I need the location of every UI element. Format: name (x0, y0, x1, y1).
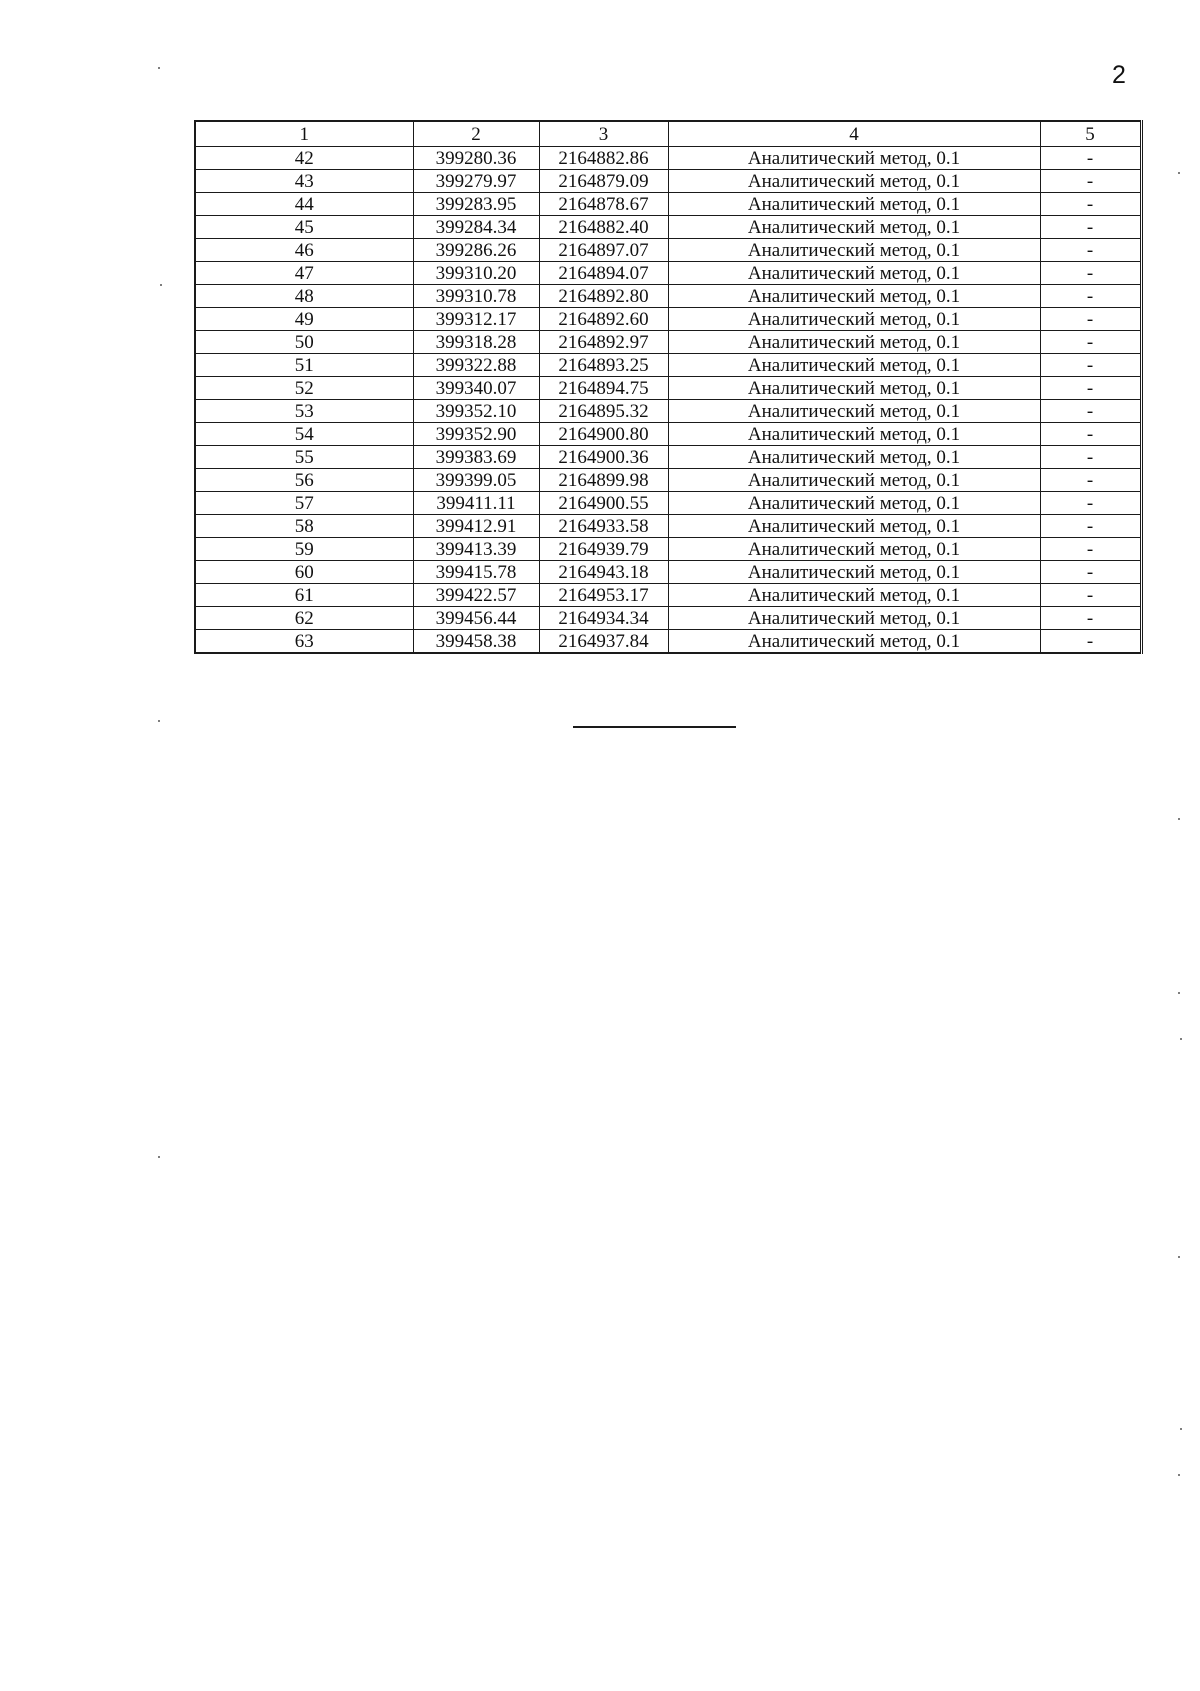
table-row (195, 607, 1141, 630)
scan-speck (1178, 992, 1180, 994)
table-cell: 2164939.79 (539, 538, 668, 561)
scan-speck (1178, 1256, 1180, 1258)
table-cell: Аналитический метод, 0.1 (668, 147, 1040, 170)
table-cell: 399286.26 (413, 239, 539, 262)
table-cell: Аналитический метод, 0.1 (668, 193, 1040, 216)
table-row (195, 446, 1141, 469)
table-cell: 399352.10 (413, 400, 539, 423)
table-row (195, 216, 1141, 239)
table-cell: Аналитический метод, 0.1 (668, 377, 1040, 400)
table-cell: 2164882.40 (539, 216, 668, 239)
table-cell: - (1040, 400, 1141, 423)
column-header: 2 (413, 121, 539, 147)
table-cell: Аналитический метод, 0.1 (668, 354, 1040, 377)
table-cell: 2164934.34 (539, 607, 668, 630)
table-cell: - (1040, 262, 1141, 285)
scan-speck (1178, 172, 1180, 174)
table-cell: 399458.38 (413, 630, 539, 654)
column-header: 3 (539, 121, 668, 147)
table-cell: - (1040, 239, 1141, 262)
table-cell: 45 (195, 216, 413, 239)
table-row (195, 377, 1141, 400)
scan-speck (1180, 1428, 1182, 1430)
table-cell: 2164899.98 (539, 469, 668, 492)
scan-speck (1178, 1474, 1180, 1476)
table-cell: - (1040, 446, 1141, 469)
scan-speck (158, 67, 160, 69)
table-cell: 2164882.86 (539, 147, 668, 170)
table-cell: - (1040, 630, 1141, 654)
table-cell: 53 (195, 400, 413, 423)
table-cell: Аналитический метод, 0.1 (668, 630, 1040, 654)
scan-speck (158, 1156, 160, 1158)
table-cell: Аналитический метод, 0.1 (668, 607, 1040, 630)
table-cell: 2164878.67 (539, 193, 668, 216)
table-cell: - (1040, 331, 1141, 354)
table-cell: 2164900.55 (539, 492, 668, 515)
table-cell: - (1040, 193, 1141, 216)
table-cell: - (1040, 584, 1141, 607)
table-cell: 2164953.17 (539, 584, 668, 607)
table-cell: - (1040, 423, 1141, 446)
table-cell: - (1040, 561, 1141, 584)
table-cell: 399279.97 (413, 170, 539, 193)
table-cell: 42 (195, 147, 413, 170)
table-cell: 2164894.75 (539, 377, 668, 400)
table-cell: 2164892.60 (539, 308, 668, 331)
table-cell: Аналитический метод, 0.1 (668, 239, 1040, 262)
table-cell: 399318.28 (413, 331, 539, 354)
table-cell: 399310.20 (413, 262, 539, 285)
table-cell: - (1040, 354, 1141, 377)
table-row (195, 147, 1141, 170)
table-cell: 50 (195, 331, 413, 354)
table-cell: Аналитический метод, 0.1 (668, 170, 1040, 193)
table-cell: - (1040, 469, 1141, 492)
table-cell: 54 (195, 423, 413, 446)
table-cell: 47 (195, 262, 413, 285)
table-cell: - (1040, 285, 1141, 308)
table-cell: 2164894.07 (539, 262, 668, 285)
table-cell: 399322.88 (413, 354, 539, 377)
table-cell: - (1040, 492, 1141, 515)
table-row (195, 538, 1141, 561)
table-cell: 56 (195, 469, 413, 492)
table-row (195, 469, 1141, 492)
table-body (195, 121, 1141, 653)
table-cell: 59 (195, 538, 413, 561)
table-cell: Аналитический метод, 0.1 (668, 561, 1040, 584)
table-cell: - (1040, 377, 1141, 400)
table-cell: Аналитический метод, 0.1 (668, 400, 1040, 423)
table-cell: 2164937.84 (539, 630, 668, 654)
table-cell: Аналитический метод, 0.1 (668, 492, 1040, 515)
table-cell: 2164900.36 (539, 446, 668, 469)
table-cell: Аналитический метод, 0.1 (668, 308, 1040, 331)
table-header-row (195, 121, 1141, 147)
table-cell: 399280.36 (413, 147, 539, 170)
table-cell: - (1040, 147, 1141, 170)
column-header: 5 (1040, 121, 1141, 147)
table-cell: 399412.91 (413, 515, 539, 538)
table-cell: 2164900.80 (539, 423, 668, 446)
table-cell: Аналитический метод, 0.1 (668, 584, 1040, 607)
table-row (195, 262, 1141, 285)
table-row (195, 308, 1141, 331)
table-cell: 2164897.07 (539, 239, 668, 262)
table-row (195, 239, 1141, 262)
table-row (195, 285, 1141, 308)
table-cell: - (1040, 170, 1141, 193)
table-row (195, 630, 1141, 654)
closing-rule (573, 726, 736, 728)
table-cell: Аналитический метод, 0.1 (668, 262, 1040, 285)
table-cell: 63 (195, 630, 413, 654)
table-cell: - (1040, 216, 1141, 239)
coordinates-table (194, 120, 1143, 654)
table-row (195, 561, 1141, 584)
table-cell: 2164892.97 (539, 331, 668, 354)
table-cell: 49 (195, 308, 413, 331)
table-cell: 2164879.09 (539, 170, 668, 193)
table-cell: 61 (195, 584, 413, 607)
table-cell: Аналитический метод, 0.1 (668, 446, 1040, 469)
table-cell: 2164893.25 (539, 354, 668, 377)
table-cell: 57 (195, 492, 413, 515)
table-row (195, 331, 1141, 354)
table-cell: 62 (195, 607, 413, 630)
table-cell: 399284.34 (413, 216, 539, 239)
table-row (195, 400, 1141, 423)
table-cell: 399413.39 (413, 538, 539, 561)
table-cell: 399283.95 (413, 193, 539, 216)
table-cell: 399415.78 (413, 561, 539, 584)
table-cell: 2164943.18 (539, 561, 668, 584)
table-cell: 399383.69 (413, 446, 539, 469)
table-cell: 399310.78 (413, 285, 539, 308)
table-cell: 43 (195, 170, 413, 193)
column-header: 4 (668, 121, 1040, 147)
table-row (195, 423, 1141, 446)
table-row (195, 584, 1141, 607)
table-row (195, 492, 1141, 515)
table-row (195, 515, 1141, 538)
scan-speck (1180, 1038, 1182, 1040)
table-row (195, 354, 1141, 377)
table-cell: 399411.11 (413, 492, 539, 515)
table-cell: 399422.57 (413, 584, 539, 607)
table-cell: 44 (195, 193, 413, 216)
table-cell: - (1040, 515, 1141, 538)
table-row (195, 170, 1141, 193)
table-cell: 399312.17 (413, 308, 539, 331)
table-cell: Аналитический метод, 0.1 (668, 285, 1040, 308)
table-cell: 48 (195, 285, 413, 308)
table-cell: Аналитический метод, 0.1 (668, 216, 1040, 239)
table-cell: 399340.07 (413, 377, 539, 400)
table-cell: Аналитический метод, 0.1 (668, 469, 1040, 492)
table-cell: 399456.44 (413, 607, 539, 630)
scan-speck (158, 720, 160, 722)
table-cell: - (1040, 607, 1141, 630)
scan-speck (1178, 818, 1180, 820)
table-cell: 51 (195, 354, 413, 377)
table-cell: 399352.90 (413, 423, 539, 446)
table-cell: 58 (195, 515, 413, 538)
table-cell: - (1040, 538, 1141, 561)
table-row (195, 193, 1141, 216)
table-cell: Аналитический метод, 0.1 (668, 423, 1040, 446)
scan-speck (160, 284, 162, 286)
table-cell: Аналитический метод, 0.1 (668, 331, 1040, 354)
table-cell: - (1040, 308, 1141, 331)
column-header: 1 (195, 121, 413, 147)
table-cell: 55 (195, 446, 413, 469)
page-number: 2 (1112, 61, 1126, 89)
table-cell: 46 (195, 239, 413, 262)
table-cell: 2164933.58 (539, 515, 668, 538)
table-cell: 52 (195, 377, 413, 400)
table-cell: 60 (195, 561, 413, 584)
table-cell: 2164895.32 (539, 400, 668, 423)
table-cell: 399399.05 (413, 469, 539, 492)
table-cell: 2164892.80 (539, 285, 668, 308)
table-cell: Аналитический метод, 0.1 (668, 538, 1040, 561)
table-cell: Аналитический метод, 0.1 (668, 515, 1040, 538)
